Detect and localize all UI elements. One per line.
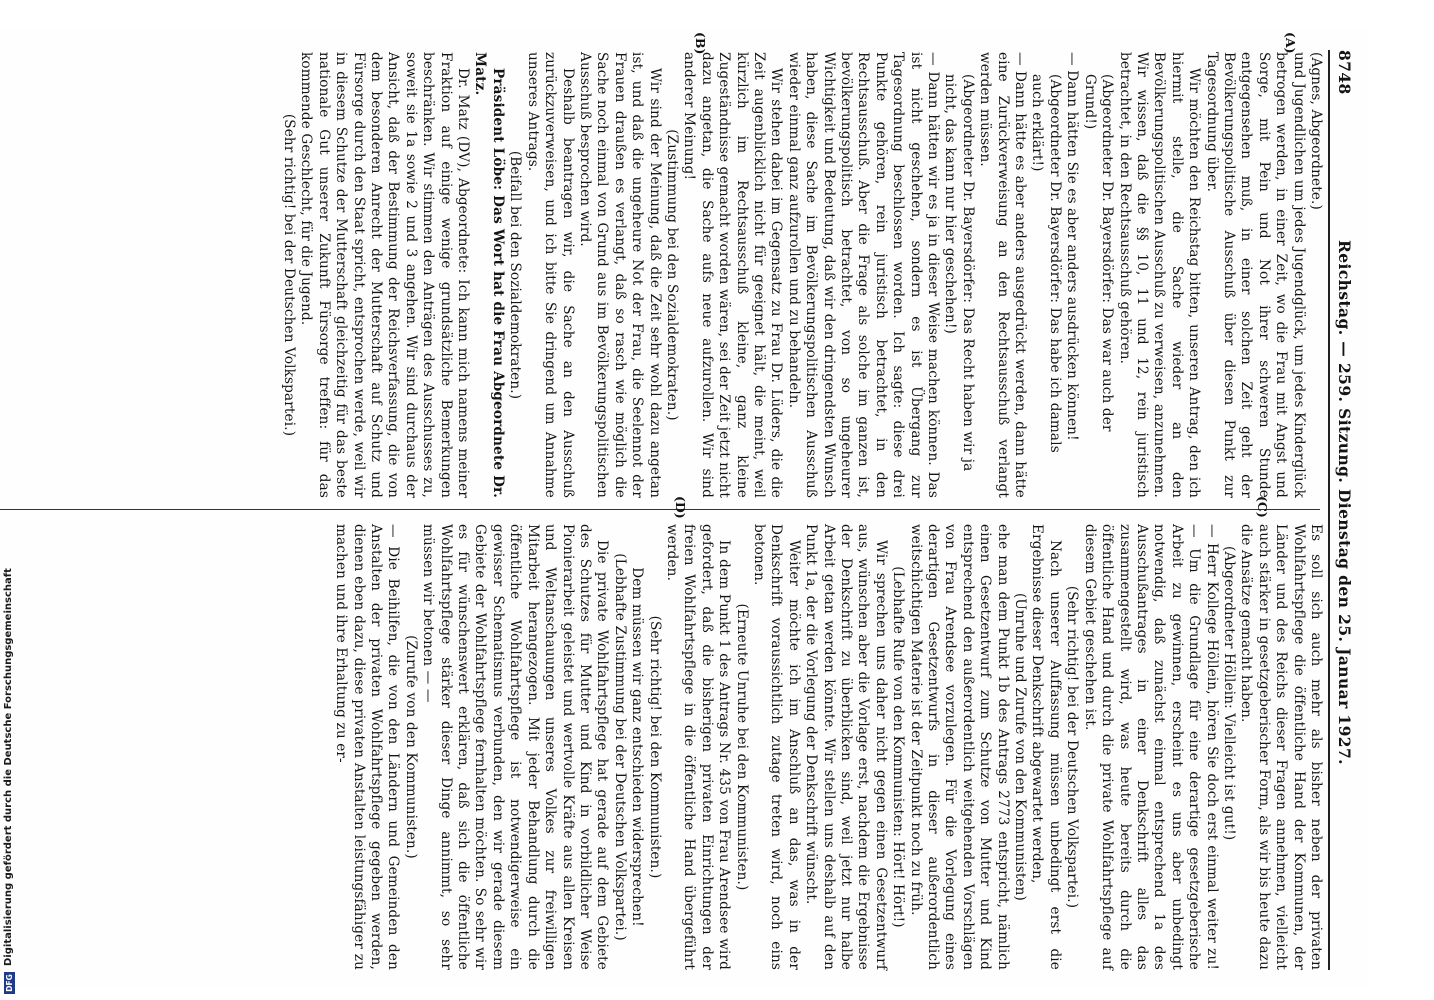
paragraph: — Herr Kollege Höllein, hören Sie doch erst einmal weiter zu! — Um die Grundlage für eine derartige gesetzgeberische Arbeit zu gewinnen, erscheint es uns aber unbedingt notwendig, daß zunächst einmal entsprechend 1a des Ausschußantrages in einer Denkschrift alles das zusammengestellt wird, was heute bereits durch die öffentliche Hand und durch die private Wohlfahrtspflege auf diesem Gebiet geschehen ist.: [1081, 524, 1220, 970]
paragraph: — Die Beihilfen, die von den Ländern und Gemeinden den Anstalten der privaten Wohlfahrtspflege gegeben werden, dienen eben dazu, diese privaten Anstalten leistungsfähiger zu machen und ihre Erhaltung zu er-: [333, 524, 402, 970]
right-column: [332, 524, 1324, 970]
digitization-credit-text: Digitalisierung gefördert durch die Deutsche Forschungsgemeinschaft: [3, 568, 14, 966]
page-title: Reichstag. — 259. Sitzung. Dienstag den 25. Januar 1927.: [1335, 240, 1354, 765]
paragraph: Wir sprechen uns daher nicht gegen einen Gesetzentwurf aus, wünschen aber die Vorlage erst, nachdem die Ergebnisse der Denkschrift zu überblicken sind, weil jetzt nur halbe Arbeit getan werden könnte. Wir stellen uns deshalb auf den Punkt 1a, der die Vorlegung der Denkschrift wünscht.: [803, 524, 889, 970]
interjection: (Abgeordneter Dr. Bayersdörfer: Das Recht haben wir ja nicht, das kann nur hier geschehen!): [942, 74, 976, 472]
header-rule: [1329, 50, 1331, 970]
interjection: (Unruhe und Zurufe von den Kommunisten): [1012, 592, 1029, 902]
president-statement: Präsident Löbe: Das Wort hat die Frau Abgeordnete Dr. Matz.: [472, 52, 506, 498]
paragraph: Wir möchten den Reichstag bitten, unseren Antrag, den ich hiermit stelle, die Sache wieder an den Bevölkerungspolitischen Ausschuß zu verweisen, anzunehmen. Wir wissen, daß die §§ 10, 11 und 12, rein juristisch betrachtet, in den Rechtsausschuß gehören.: [1116, 52, 1203, 498]
interjection: (Abgeordneter Dr. Bayersdörfer: Das habe ich damals auch erklärt!): [1029, 74, 1063, 453]
page-header: [1330, 50, 1354, 970]
digitization-credit: [3, 4, 17, 994]
interjection: (Abgeordneter Höllein: Vielleicht ist gut!): [1220, 546, 1237, 841]
paragraph: Dem müssen wir ganz entschieden widersprechen!: [629, 567, 646, 927]
paragraph: Die private Wohlfahrtspflege hat gerade auf dem Gebiete des Schutzes für Mutter und Kind in vorbildlicher Weise Pionierarbeit geleistet und wertvolle Kräfte aus allen Kreisen und Weltanschauungen unseres Volkes zur freiwilligen Mitarbeit herangezogen. Mit jeder Behandlung durch die öffentliche Wohlfahrtspflege ist notwendigerweise ein gewisser Schematismus verbunden, den wir gerade diesem Gebiete der Wohlfahrtspflege fernhalten möchten. So sehr wir es für wünschenswert erklären, daß sich die öffentliche Wohlfahrtspflege stärker dieser Dinge annimmt, so sehr müssen wir betonen — —: [420, 524, 611, 970]
paragraph: — Dann hätten wir es ja in dieser Weise machen können. Das ist nicht geschehen, sondern es ist Übergang zur Tagesordnung beschlossen worden. Ich sagte: diese drei Punkte gehören, rein juristisch betrachtet, in den Rechtsausschuß. Aber die Frage als solche im ganzen ist, bevölkerungspolitisch betrachtet, von so ungeheurer Wichtigkeit und Bedeutung, daß wir den dringendsten Wunsch haben, diese Sache im Bevölkerungspolitischen Ausschuß wieder einmal ganz aufzurollen und zu behandeln.: [785, 52, 942, 498]
paragraph: und Jugendlichen um jedes Jugendglück, um jedes Kinderglück betrogen werden, in einer Zeit, wo die Frau mit Angst und Sorge, mit Pein und Not ihrer schweren Stunde entgegensehen muß, in einer solchen Zeit geht der Bevölkerungspolitische Ausschuß über diesen Punkt zur Tagesordnung über.: [1203, 52, 1307, 498]
paragraph: In dem Punkt 1 des Antrags Nr. 435 von Frau Arendsee wird gefordert, daß die bisherigen privaten Einrichtungen der freien Wohlfahrtspflege in die öffentliche Hand übergeführt werden.: [663, 524, 733, 970]
paragraph: Dr. Matz (DV), Abgeordnete: Ich kann mich namens meiner Fraktion auf einige wenige grundsätzliche Bemerkungen beschränken. Wir stimmen den Anträgen des Ausschusses zu, soweit sie 1a sowie 2 und 3 angehen. Wir sind durchaus der Ansicht, daß der Bestimmung der Reichsverfassung, die von dem besonderen Anrecht der Mutterschaft auf Schutz und Fürsorge durch den Staat spricht, entsprochen werde, weil wir in diesem Schutze der Mutterschaft gleichzeitig für das beste nationale Gut unserer Zukunft Fürsorge treffen: für das kommende Geschlecht, für die Jugend.: [298, 52, 472, 498]
interjection: (Erneute Unruhe bei den Kommunisten.): [733, 603, 750, 891]
rotated-document-page: [0, 30, 1368, 988]
paragraph: Nach unserer Auffassung müssen unbedingt erst die Ergebnisse dieser Denkschrift abgewartet werden,: [1029, 524, 1063, 970]
interjection: (Abgeordneter Dr. Bayersdörfer: Das war auch der Grund!): [1081, 74, 1116, 432]
paragraph: Wir stehen dabei im Gegensatz zu Frau Dr. Lüders, die die Zeit augenblicklich nicht für geeignet hält, die meint, weil kürzlich im Rechtsausschuß kleine, ganz kleine Zugeständnisse gemacht worden wären, sei der Zeit jetzt nicht dazu angetan, die Sache aufs neue aufzurollen. Wir sind anderer Meinung!: [681, 52, 785, 498]
margin-marker-a: (A): [1283, 32, 1298, 54]
interjection: (Sehr richtig! bei den Kommunisten.): [646, 615, 663, 879]
left-column: [280, 52, 1324, 498]
interjection: (Lebhafte Zustimmung bei der Deutschen Volkspartei.): [611, 553, 628, 941]
margin-marker-c: (C): [1255, 496, 1270, 518]
interjection: (Sehr richtig! bei der Deutschen Volkspartei.): [1064, 585, 1081, 909]
speaker-attribution: (Agnes, Abgeordnete.): [1308, 52, 1324, 210]
paragraph: Wir sind der Meinung, daß die Zeit sehr wohl dazu angetan ist, und daß die ungeheure Not der Frau, die Seelennot der Frauen draußen es verlangt, daß so rasch wie möglich die Sache noch einmal von Grund aus im Bevölkerungspolitischen Ausschuß besprochen wird.: [576, 52, 663, 498]
interjection: (Sehr richtig! bei der Deutschen Volkspartei.): [281, 113, 298, 437]
interjection: (Lebhafte Rufe von den Kommunisten: Hört! Hört!): [890, 566, 907, 928]
dfg-logo-icon: DFG: [4, 972, 15, 994]
paragraph: Weiter möchte ich im Anschluß an das, was in der Denkschrift voraussichtlich zutage treten wird, noch eins betonen.: [751, 524, 802, 970]
interjection: (Zustimmung bei den Sozialdemokraten.): [663, 129, 680, 421]
paragraph: — Dann hätten Sie es aber anders ausdrücken können!: [1064, 52, 1081, 441]
page-number: 8748: [1335, 50, 1354, 95]
paragraph: ehe man dem Punkt 1b des Antrags 2773 entspricht, nämlich einen Gesetzentwurf zum Schutze von Mutter und Kind entsprechend den außerordentlich weitgehenden Vorschlägen von Frau Arendsee vorzulegen. Für die Vorlegung eines derartigen Gesetzentwurfs in dieser außerordentlich weitschichtigen Materie ist der Zeitpunkt noch zu früh.: [907, 524, 1011, 970]
paragraph: Deshalb beantragen wir, die Sache an den Ausschuß zurückzuverweisen, und ich bitte Sie dringend um Annahme unseres Antrags.: [524, 52, 576, 498]
paragraph: — Dann hätte es aber anders ausgedrückt werden, dann hätte eine Zurückverweisung an den Rechtsausschuß verlangt werden müssen.: [977, 52, 1029, 498]
interjection: (Beifall bei den Sozialdemokraten.): [507, 150, 524, 400]
column-divider: [0, 509, 1320, 510]
margin-marker-d: (D): [673, 496, 688, 519]
interjection: (Zurufe von den Kommunisten.): [402, 635, 419, 859]
paragraph: Es soll sich auch mehr als bisher neben der privaten Wohlfahrtspflege die öffentliche Hand der Kommunen, der Länder und des Reichs dieser Fragen annehmen, vielleicht auch stärker in gesetzgeberischer Form, als wir bis heute dazu die Ansätze gemacht haben.: [1238, 524, 1324, 970]
margin-marker-b: (B): [693, 32, 708, 55]
